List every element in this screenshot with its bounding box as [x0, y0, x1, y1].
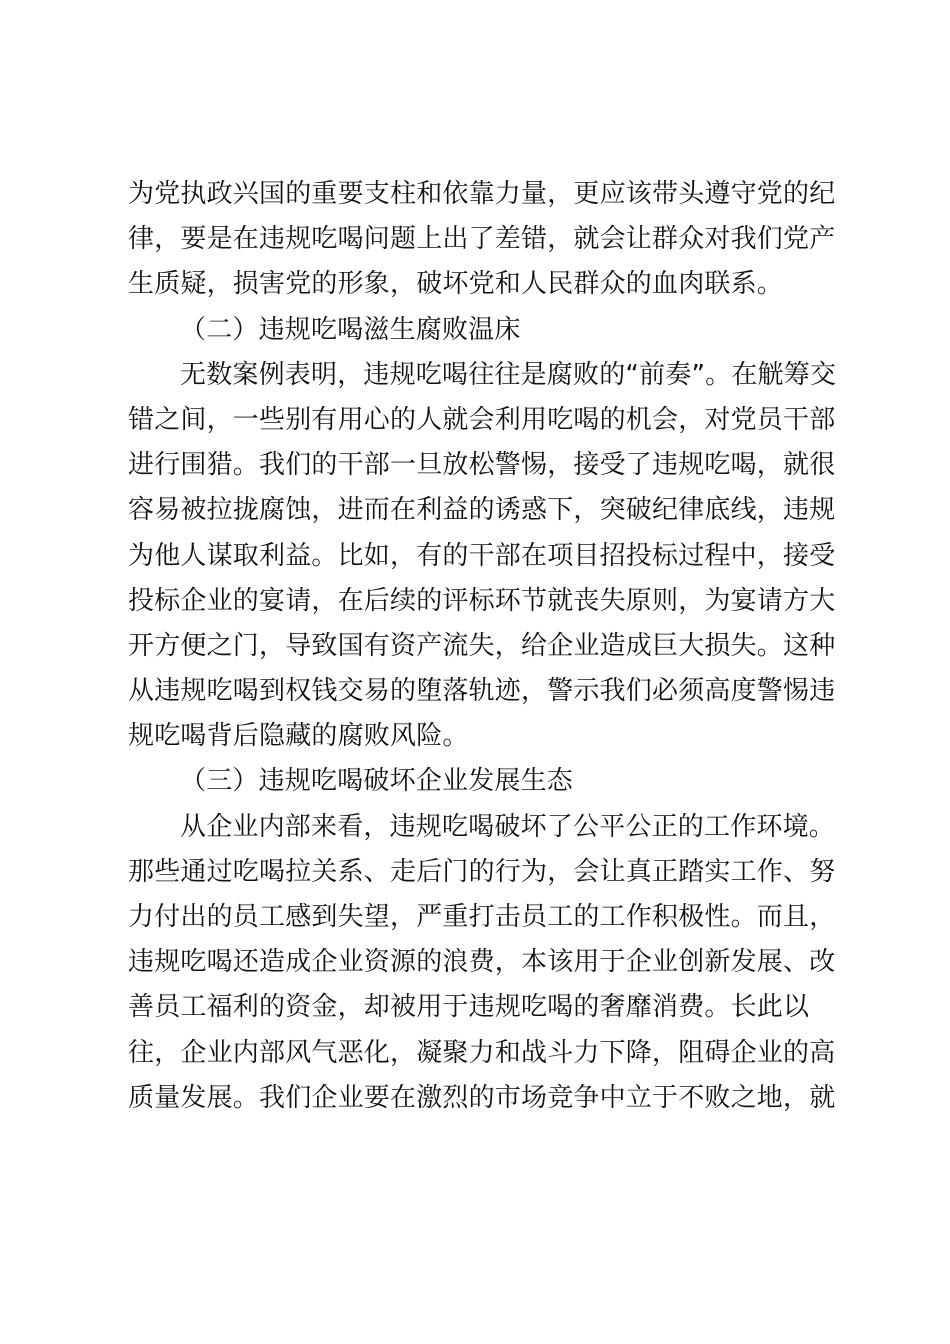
text-line: 为党执政兴国的重要支柱和依靠力量，更应该带头遵守党的纪: [128, 179, 836, 209]
section-heading: （二）违规吃喝滋生腐败温床: [180, 314, 521, 345]
text-line: 错之间，一些别有用心的人就会利用吃喝的机会，对党员干部: [128, 404, 836, 435]
text-line: 生质疑，损害党的形象，破坏党和人民群众的血肉联系。: [128, 269, 784, 300]
text-line: 违规吃喝还造成企业资源的浪费，本该用于企业创新发展、改: [128, 947, 836, 978]
text-line: 从违规吃喝到权钱交易的堕落轨迹，警示我们必须高度警惕违: [128, 676, 836, 707]
text-line: 往，企业内部风气恶化，凝聚力和战斗力下降，阻碍企业的高: [128, 1037, 836, 1068]
body-text: [128, 172, 837, 1121]
text-line: 容易被拉拢腐蚀，进而在利益的诱惑下，突破纪律底线，违规: [128, 495, 836, 526]
paragraph-first-line: 从企业内部来看，违规吃喝破坏了公平公正的工作环境。: [180, 811, 836, 842]
text-line: 力付出的员工感到失望，严重打击员工的工作积极性。而且，: [128, 902, 836, 932]
paragraph-first-line: 无数案例表明，违规吃喝往往是腐败的“前奏”。在觥筹交: [180, 359, 837, 390]
text-line: 那些通过吃喝拉关系、走后门的行为，会让真正踏实工作、努: [128, 856, 836, 887]
text-line: 质量发展。我们企业要在激烈的市场竞争中立于不败之地，就: [128, 1082, 836, 1113]
text-line: 律，要是在违规吃喝问题上出了差错，就会让群众对我们党产: [128, 224, 836, 255]
text-line: 开方便之门，导致国有资产流失，给企业造成巨大损失。这种: [128, 630, 836, 661]
text-line: 进行围猎。我们的干部一旦放松警惕，接受了违规吃喝，就很: [128, 450, 836, 481]
section-heading: （三）违规吃喝破坏企业发展生态: [180, 766, 574, 797]
text-line: 投标企业的宴请，在后续的评标环节就丧失原则，为宴请方大: [128, 585, 836, 616]
text-line: 规吃喝背后隐藏的腐败风险。: [128, 721, 469, 752]
text-line: 为他人谋取利益。比如，有的干部在项目招投标过程中，接受: [128, 540, 836, 571]
text-line: 善员工福利的资金，却被用于违规吃喝的奢靡消费。长此以: [128, 992, 810, 1023]
